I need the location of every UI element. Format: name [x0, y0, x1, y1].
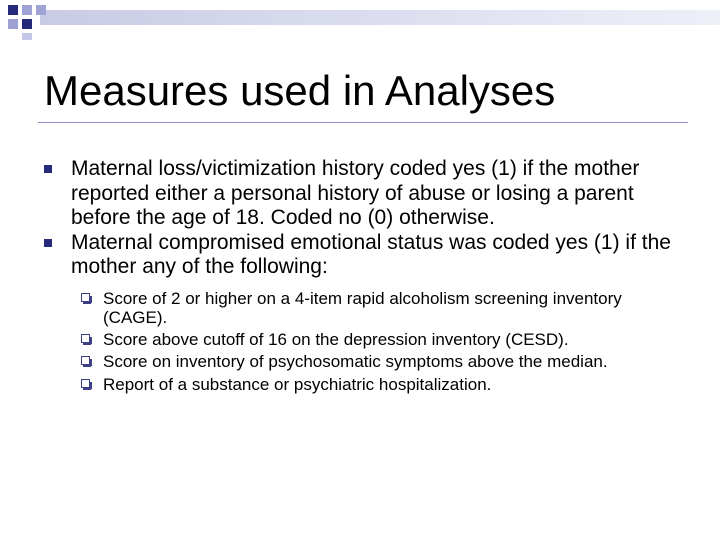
corner-decoration — [0, 0, 720, 40]
slide-title: Measures used in Analyses — [44, 67, 556, 114]
title-underline — [38, 122, 688, 123]
sub-bullet-item — [78, 375, 684, 394]
slide-body — [44, 157, 684, 394]
bullet-item — [44, 231, 684, 280]
checkbox-bullet-icon — [81, 293, 90, 302]
sub-bullet-text: Score above cutoff of 16 on the depression inventory (CESD). — [103, 330, 569, 350]
square-bullet-icon — [44, 165, 52, 173]
checkbox-bullet-icon — [81, 334, 90, 343]
sub-bullet-item — [78, 330, 684, 349]
sub-bullet-item — [78, 352, 684, 371]
square-bullet-icon — [44, 239, 52, 247]
checkbox-bullet-icon — [81, 356, 90, 365]
bullet-item — [44, 157, 684, 231]
bullet-text: Maternal compromised emotional status was coded yes (1) if the mother any of the following: — [71, 230, 671, 278]
sub-bullet-text: Score on inventory of psychosomatic symptoms above the median. — [103, 352, 608, 372]
sub-bullet-list — [44, 289, 684, 394]
sub-bullet-item — [78, 289, 684, 328]
checkbox-bullet-icon — [81, 379, 90, 388]
bullet-text: Maternal loss/victimization history coded yes (1) if the mother reported either a personal history of abuse or losing a parent before the age of 18. Coded no (0) otherwise. — [71, 157, 640, 229]
sub-bullet-text: Report of a substance or psychiatric hospitalization. — [103, 374, 492, 394]
sub-bullet-text: Score of 2 or higher on a 4-item rapid alcoholism screening inventory (CAGE). — [103, 288, 622, 327]
